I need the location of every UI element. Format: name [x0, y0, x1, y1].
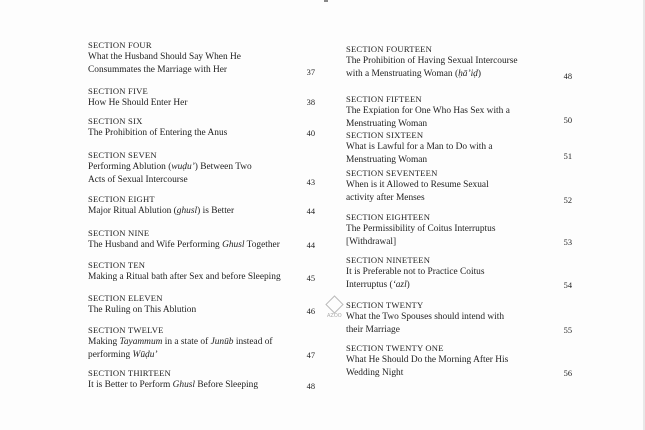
section-title-line: Menstruating Woman [346, 119, 428, 129]
section-title-line: What is Lawful for a Man to Do with a [346, 142, 493, 152]
page-number: 55 [563, 326, 572, 335]
toc-entry [88, 368, 315, 392]
section-heading: SECTION EIGHTEEN [346, 212, 431, 222]
toc-entry [346, 343, 572, 380]
page-number: 47 [306, 351, 315, 360]
section-heading: SECTION EIGHT [88, 194, 155, 204]
page-number: 56 [563, 369, 572, 378]
page-mark [324, 0, 328, 2]
toc-entry [346, 44, 572, 81]
page-number: 52 [563, 196, 572, 205]
section-title-line: Menstruating Woman [346, 155, 428, 165]
section-heading: SECTION ELEVEN [88, 293, 163, 303]
section-heading: SECTION SEVENTEEN [346, 168, 438, 178]
section-heading: SECTION TWENTY [346, 300, 424, 310]
page-number: 38 [306, 98, 315, 107]
section-heading: SECTION NINE [88, 228, 150, 238]
toc-entry [346, 212, 572, 249]
section-heading: SECTION FOURTEEN [346, 44, 432, 54]
page-number: 44 [306, 207, 315, 216]
section-title-line: What the Two Spouses should intend with [346, 312, 505, 322]
page-number: 45 [306, 274, 315, 283]
section-title-line: Wedding Night [346, 368, 404, 378]
toc-entry [346, 300, 572, 337]
section-title-line: When is it Allowed to Resume Sexual [346, 180, 489, 190]
section-heading: SECTION THIRTEEN [88, 368, 171, 378]
page-number: 48 [563, 72, 572, 81]
section-title-line: their Marriage [346, 325, 400, 335]
watermark-logo: AZOO [327, 297, 341, 319]
section-heading: SECTION SIXTEEN [346, 130, 424, 140]
section-title-line: with a Menstruating Woman (ḥā’iḍ) [346, 69, 481, 79]
toc-entry [88, 40, 315, 77]
page-number: 43 [306, 178, 315, 187]
section-heading: SECTION SEVEN [88, 150, 157, 160]
page-number: 40 [306, 129, 315, 138]
page-number: 51 [563, 152, 572, 161]
toc-entry [88, 260, 315, 284]
section-title-line: The Expiation for One Who Has Sex with a [346, 106, 510, 116]
page-number: 37 [306, 68, 315, 77]
section-title-line: activity after Menses [346, 193, 425, 203]
toc-entry [88, 228, 315, 252]
toc-entry [88, 86, 315, 110]
toc-entry [88, 194, 315, 218]
toc-entry [346, 94, 572, 131]
section-title-line: The Prohibition of Entering the Anus [88, 128, 228, 138]
section-heading: SECTION SIX [88, 116, 143, 126]
section-heading: SECTION FIFTEEN [346, 94, 422, 104]
toc-entry [88, 116, 315, 140]
section-title-line: The Ruling on This Ablution [88, 305, 197, 315]
toc-entry [346, 255, 572, 292]
section-title-line: The Husband and Wife Performing Ghusl Together [88, 240, 280, 250]
section-title-line: Consummates the Marriage with Her [88, 65, 228, 75]
section-title-line: The Prohibition of Having Sexual Intercourse [346, 56, 518, 66]
section-title-line: Performing Ablution (wuḍu’) Between Two [88, 162, 252, 172]
section-heading: SECTION FOUR [88, 40, 152, 50]
section-title-line: It is Preferable not to Practice Coitus [346, 267, 485, 277]
page-number: 48 [306, 382, 315, 391]
section-title-line: What the Husband Should Say When He [88, 52, 241, 62]
page-number: 50 [563, 116, 572, 125]
page-number: 53 [563, 238, 572, 247]
section-title-line: Acts of Sexual Intercourse [88, 175, 188, 185]
section-title-line: It is Better to Perform Ghusl Before Sleeping [88, 380, 259, 390]
section-title-line: Making Tayammum in a state of Junūb instead of [88, 337, 273, 347]
section-title-line: Major Ritual Ablution (ghusl) is Better [88, 206, 235, 216]
toc-entry [88, 325, 315, 362]
section-title-line: The Permissibility of Coitus Interruptus [346, 224, 496, 234]
section-title-line: Making a Ritual bath after Sex and before Sleeping [88, 272, 281, 282]
page-number: 54 [563, 281, 572, 290]
section-heading: SECTION TEN [88, 260, 146, 270]
section-heading: SECTION TWELVE [88, 325, 164, 335]
toc-entry [88, 293, 315, 317]
toc-entry [346, 168, 572, 205]
page-number: 46 [306, 307, 315, 316]
section-title-line: [Withdrawal] [346, 237, 397, 247]
toc-entry [346, 130, 572, 167]
section-heading: SECTION TWENTY ONE [346, 343, 444, 353]
section-title-line: How He Should Enter Her [88, 98, 188, 108]
section-title-line: What He Should Do the Morning After His [346, 355, 509, 365]
toc-entry [88, 150, 315, 187]
page-number: 44 [306, 241, 315, 250]
section-title-line: Interruptus (‘azl) [346, 280, 410, 290]
section-title-line: performing Wūḍu’ [88, 350, 158, 360]
section-heading: SECTION NINETEEN [346, 255, 431, 265]
section-heading: SECTION FIVE [88, 86, 148, 96]
